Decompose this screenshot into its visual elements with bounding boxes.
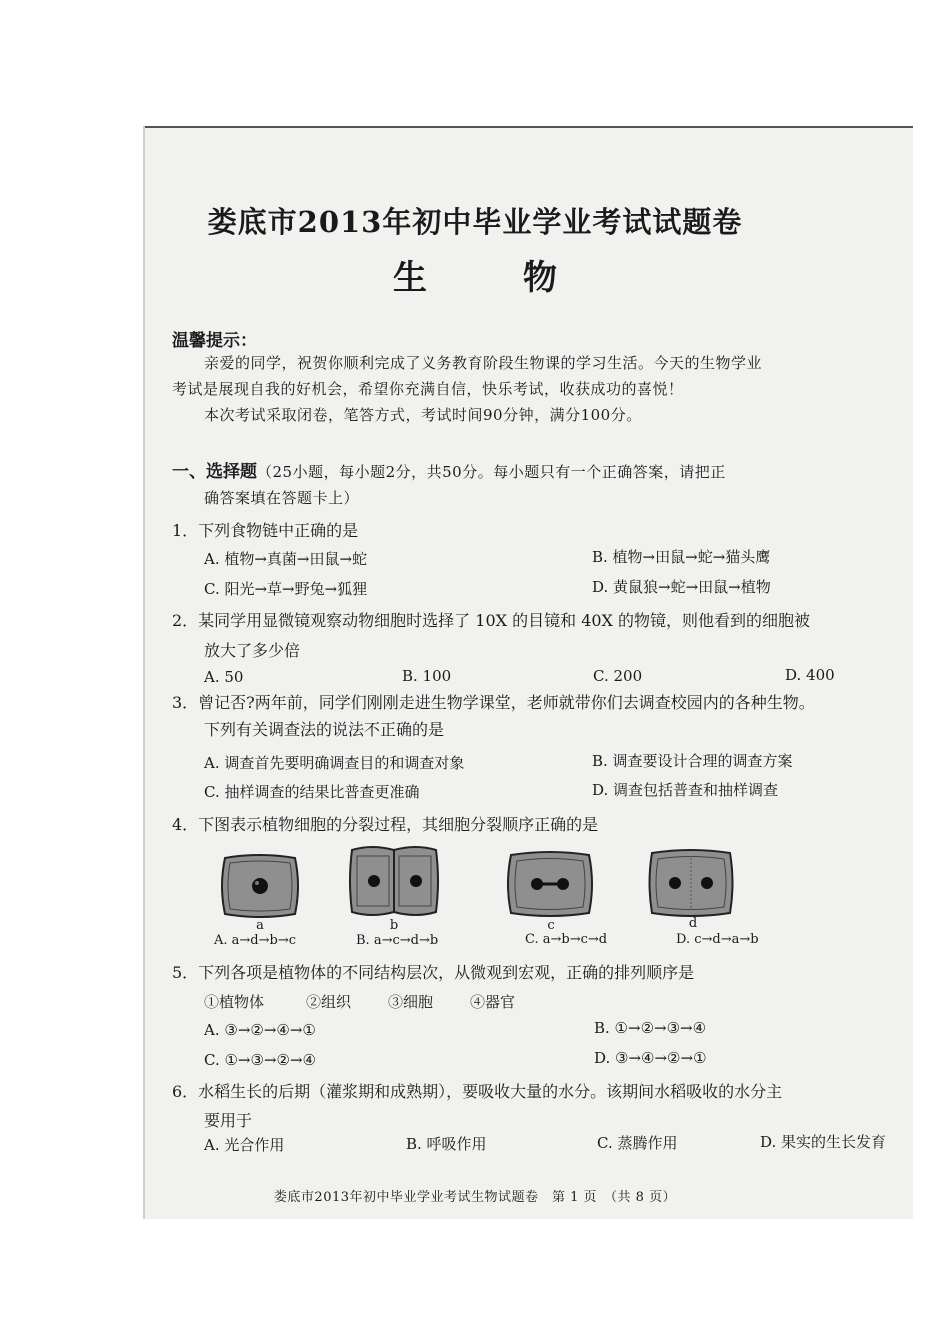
q5-item-3: ③细胞	[388, 993, 434, 1011]
q5-item-4: ④器官	[470, 993, 516, 1011]
q5-option-c: C. ①→③→②→④	[204, 1051, 316, 1069]
q2-option-d: D. 400	[785, 666, 835, 684]
q4-stem: 4．下图表示植物细胞的分裂过程，其细胞分裂顺序正确的是	[172, 815, 599, 834]
q2-option-a: A. 50	[204, 668, 244, 686]
subject-char-2: 物	[523, 258, 557, 298]
subject-title	[0, 250, 950, 299]
q3-stem-1: 3．曾记否?两年前，同学们刚刚走进生物学课堂，老师就带你们去调查校园内的各种生物。	[172, 693, 815, 712]
q4-option-a: A. a→d→b→c	[214, 933, 297, 948]
q4-option-c: C. a→b→c→d	[525, 932, 608, 947]
q5-item-1: ①植物体	[204, 993, 265, 1011]
q1-option-a: A. 植物→真菌→田鼠→蛇	[204, 550, 368, 568]
cell-d	[647, 848, 735, 918]
tips-line-1: 亲爱的同学，祝贺你顺利完成了义务教育阶段生物课的学习生活。今天的生物学业	[204, 354, 763, 372]
q4-option-d: D. c→d→a→b	[676, 932, 759, 947]
section-note-1: （25小题，每小题2分，共50分。每小题只有一个正确答案，请把正	[257, 463, 726, 481]
tips-line-2: 考试是展现自我的好机会，希望你充满自信，快乐考试，收获成功的喜悦！	[172, 380, 684, 398]
label-a: a	[256, 918, 264, 933]
q6-option-c: C. 蒸腾作用	[597, 1134, 678, 1152]
label-c: c	[547, 918, 555, 933]
q3-stem-2: 下列有关调查法的说法不正确的是	[204, 720, 445, 739]
q6-stem-2: 要用于	[204, 1111, 253, 1130]
q3-option-b: B. 调查要设计合理的调查方案	[592, 752, 793, 770]
q1-stem: 1．下列食物链中正确的是	[172, 521, 359, 540]
q5-option-a: A. ③→②→④→①	[204, 1021, 316, 1039]
q2-stem-2: 放大了多少倍	[204, 641, 301, 660]
q6-option-a: A. 光合作用	[204, 1136, 285, 1154]
cell-division-figure	[205, 842, 765, 934]
q5-item-2: ②组织	[306, 993, 352, 1011]
tips-line-3: 本次考试采取闭卷，笔答方式，考试时间90分钟，满分100分。	[204, 406, 642, 424]
label-b: b	[389, 918, 399, 933]
q1-option-b: B. 植物→田鼠→蛇→猫头鹰	[592, 548, 771, 566]
q6-option-b: B. 呼吸作用	[406, 1135, 487, 1153]
q3-option-d: D. 调查包括普查和抽样调查	[592, 781, 779, 799]
q3-option-c: C. 抽样调查的结果比普查更准确	[204, 783, 420, 801]
q1-option-c: C. 阳光→草→野兔→狐狸	[204, 580, 368, 598]
q6-stem-1: 6．水稻生长的后期（灌浆期和成熟期），要吸收大量的水分。该期间水稻吸收的水分主	[172, 1082, 783, 1101]
q6-option-d: D. 果实的生长发育	[760, 1133, 887, 1151]
q5-stem: 5．下列各项是植物体的不同结构层次，从微观到宏观，正确的排列顺序是	[172, 963, 695, 982]
q1-option-d: D. 黄鼠狼→蛇→田鼠→植物	[592, 578, 771, 596]
section-title: 一、选择题	[172, 462, 257, 482]
cell-c	[505, 850, 595, 918]
q5-option-b: B. ①→②→③→④	[594, 1019, 707, 1037]
subject-char-1: 生	[393, 258, 427, 298]
q3-option-a: A. 调查首先要明确调查目的和调查对象	[204, 754, 465, 772]
section-note-2: 确答案填在答题卡上）	[204, 489, 360, 507]
q2-option-b: B. 100	[402, 667, 452, 685]
q4-option-b: B. a→c→d→b	[356, 933, 439, 948]
q5-option-d: D. ③→④→②→①	[594, 1049, 707, 1067]
q2-stem-1: 2．某同学用显微镜观察动物细胞时选择了 10X 的目镜和 40X 的物镜，则他看到的细胞被	[172, 611, 811, 630]
exam-title: 娄底市2013年初中毕业学业考试试题卷	[207, 205, 743, 239]
tips-heading: 温馨提示：	[172, 331, 257, 351]
section-heading	[172, 457, 726, 482]
label-d: d	[688, 916, 698, 931]
cell-b	[348, 844, 440, 918]
cell-a	[219, 854, 301, 918]
q2-option-c: C. 200	[593, 667, 643, 685]
page-footer: 娄底市2013年初中毕业学业考试生物试题卷 第 1 页 （共 8 页）	[273, 1190, 677, 1205]
